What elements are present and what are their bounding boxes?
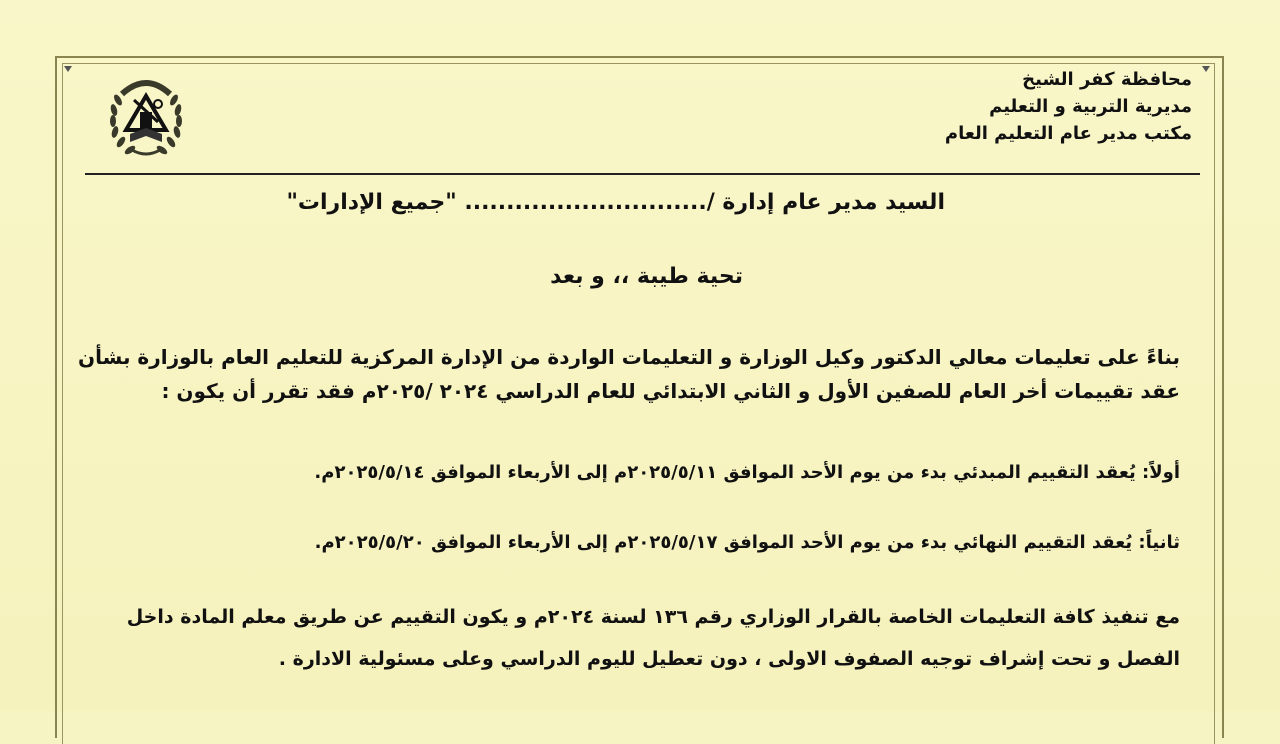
decision-item-second: ثانياً: يُعقد التقييم النهائي بدء من يوم الأحد الموافق ٢٠٢٥/٥/١٧م إلى الأربعاء الموافق ٢٠٢٥/٥/٢٠م. [314, 532, 1180, 553]
closing-paragraph-line-2: الفصل و تحت إشراف توجيه الصفوف الاولى ، دون تعطيل لليوم الدراسي وعلى مسئولية الادارة . [278, 648, 1180, 670]
seal-logo-icon [104, 70, 188, 162]
corner-mark-right [1202, 66, 1210, 72]
corner-mark-left [64, 66, 72, 72]
greeting-line: تحية طيبة ،، و بعد [550, 264, 743, 289]
letterhead-directorate: مديرية التربية و التعليم [989, 96, 1192, 117]
intro-paragraph [78, 340, 1180, 408]
decision-item-first: أولاً: يُعقد التقييم المبدئي بدء من يوم الأحد الموافق ٢٠٢٥/٥/١١م إلى الأربعاء الموافق ٢٠٢٥/٥/١٤م. [314, 462, 1180, 483]
addressee-line: السيد مدير عام إدارة /............................. "جميع الإدارات" [286, 190, 945, 215]
intro-paragraph-line-1: بناءً على تعليمات معالي الدكتور وكيل الوزارة و التعليمات الواردة من الإدارة المركزية للتعليم العام بالوزارة بشأن [78, 345, 1180, 369]
intro-paragraph-line-2: عقد تقييمات أخر العام للصفين الأول و الثاني الابتدائي للعام الدراسي ٢٠٢٤ /٢٠٢٥م فقد تقرر أن يكون : [161, 379, 1180, 403]
closing-paragraph [127, 596, 1180, 680]
letterhead-governorate: محافظة كفر الشيخ [1022, 69, 1192, 90]
header-divider [85, 173, 1200, 175]
closing-paragraph-line-1: مع تنفيذ كافة التعليمات الخاصة بالقرار الوزاري رقم ١٣٦ لسنة ٢٠٢٤م و يكون التقييم عن طريق معلم المادة داخل [126, 606, 1180, 628]
letterhead [945, 66, 1192, 147]
letterhead-office: مكتب مدير عام التعليم العام [944, 123, 1192, 144]
